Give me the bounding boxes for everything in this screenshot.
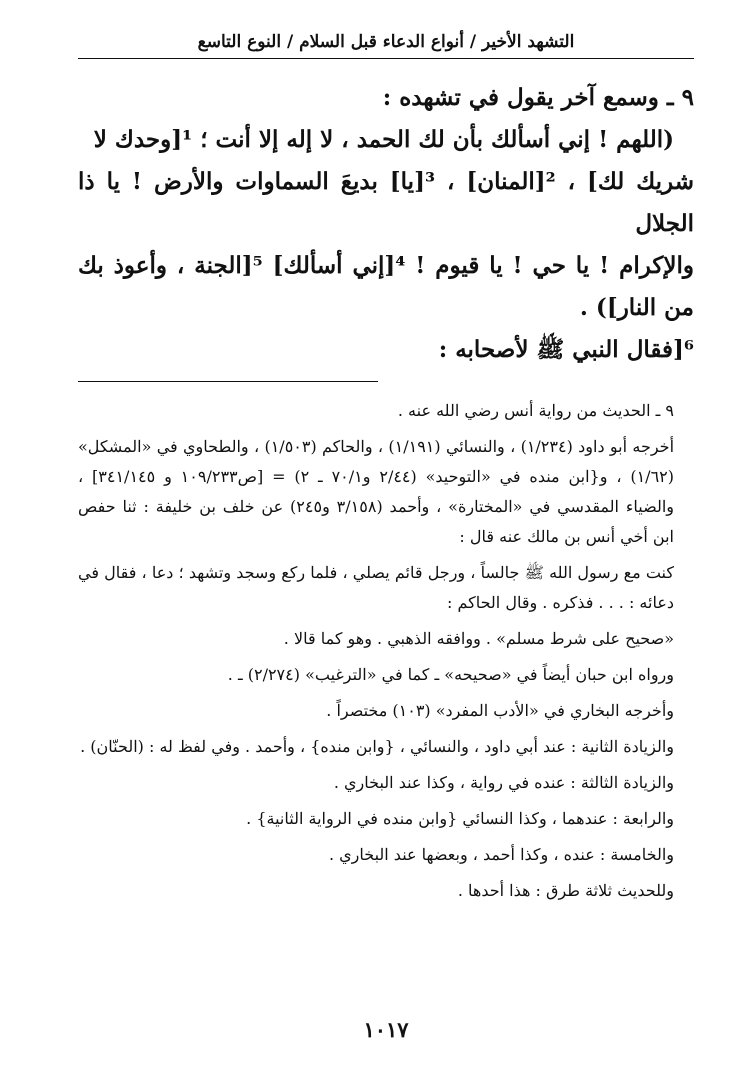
main-line-3: والإكرام ! يا حي ! يا قيوم ! ⁴[إني أسألك] ⁵[الجنة ، وأعوذ بك من النار]) .	[78, 252, 694, 321]
main-line-2: شريك لك] ، ²[المنان] ، ³[يا] بديعَ السماوات والأرض ! يا ذا الجلال	[78, 168, 694, 237]
note-paragraph: والخامسة : عنده ، وكذا أحمد ، وبعضها عند البخاري .	[328, 845, 674, 864]
note-paragraph: ٩ ـ الحديث من رواية أنس رضي الله عنه .	[397, 401, 674, 420]
note-paragraph: وأخرجه البخاري في «الأدب المفرد» (١٠٣) مختصراً .	[326, 701, 674, 720]
main-line-1: (اللهم ! إني أسألك بأن لك الحمد ، لا إله إلا أنت ؛ ¹[وحدك لا	[93, 126, 674, 153]
note-paragraph: أخرجه أبو داود (١/٢٣٤) ، والنسائي (١/١٩١) ، والحاكم (١/٥٠٣) ، والطحاوي في «المشكل» (١/٦٢) ، و{ابن منده في «التوحيد» (٢/٤٤ و٧٠/١ ـ ٢) = [ص١٠٩/٢٣٣ و ٣٤١/١٤٥] ، والضياء المقدسي في «المختارة» ، وأحمد (٣/١٥٨ و٢٤٥) عن خلف بن خليفة : ثنا حفص ابن أخي أنس بن مالك عنه قال :	[78, 437, 675, 546]
note-paragraph: كنت مع رسول الله ﷺ جالساً ، ورجل قائم يصلي ، فلما ركع وسجد وتشهد ؛ دعا ، فقال في دعائه : . . . فذكره . وقال الحاكم :	[78, 563, 675, 612]
footnote-separator	[78, 381, 378, 382]
page-number: ١٠١٧	[363, 1017, 409, 1042]
note-paragraph: ورواه ابن حبان أيضاً في «صحيحه» ـ كما في «الترغيب» (٢/٢٧٤) ـ .	[227, 665, 674, 684]
main-line-4: ⁶[فقال النبي ﷺ لأصحابه :	[438, 336, 694, 363]
main-text	[78, 77, 694, 371]
running-header: التشهد الأخير / أنواع الدعاء قبل السلام / النوع التاسع	[197, 32, 575, 52]
note-paragraph: والرابعة : عندهما ، وكذا النسائي {وابن منده في الرواية الثانية} .	[246, 809, 674, 828]
main-heading: ٩ ـ وسمع آخر يقول في تشهده :	[382, 84, 694, 111]
note-paragraph: والزيادة الثانية : عند أبي داود ، والنسائي ، {وابن منده} ، وأحمد . وفي لفظ له : (الحنّان) .	[80, 737, 674, 756]
footnotes	[78, 396, 694, 906]
header-rule	[78, 58, 694, 59]
book-page	[78, 28, 694, 1048]
note-paragraph: والزيادة الثالثة : عنده في رواية ، وكذا عند البخاري .	[333, 773, 674, 792]
note-paragraph: «صحيح على شرط مسلم» . ووافقه الذهبي . وهو كما قالا .	[283, 629, 674, 648]
note-paragraph: وللحديث ثلاثة طرق : هذا أحدها .	[457, 881, 674, 900]
